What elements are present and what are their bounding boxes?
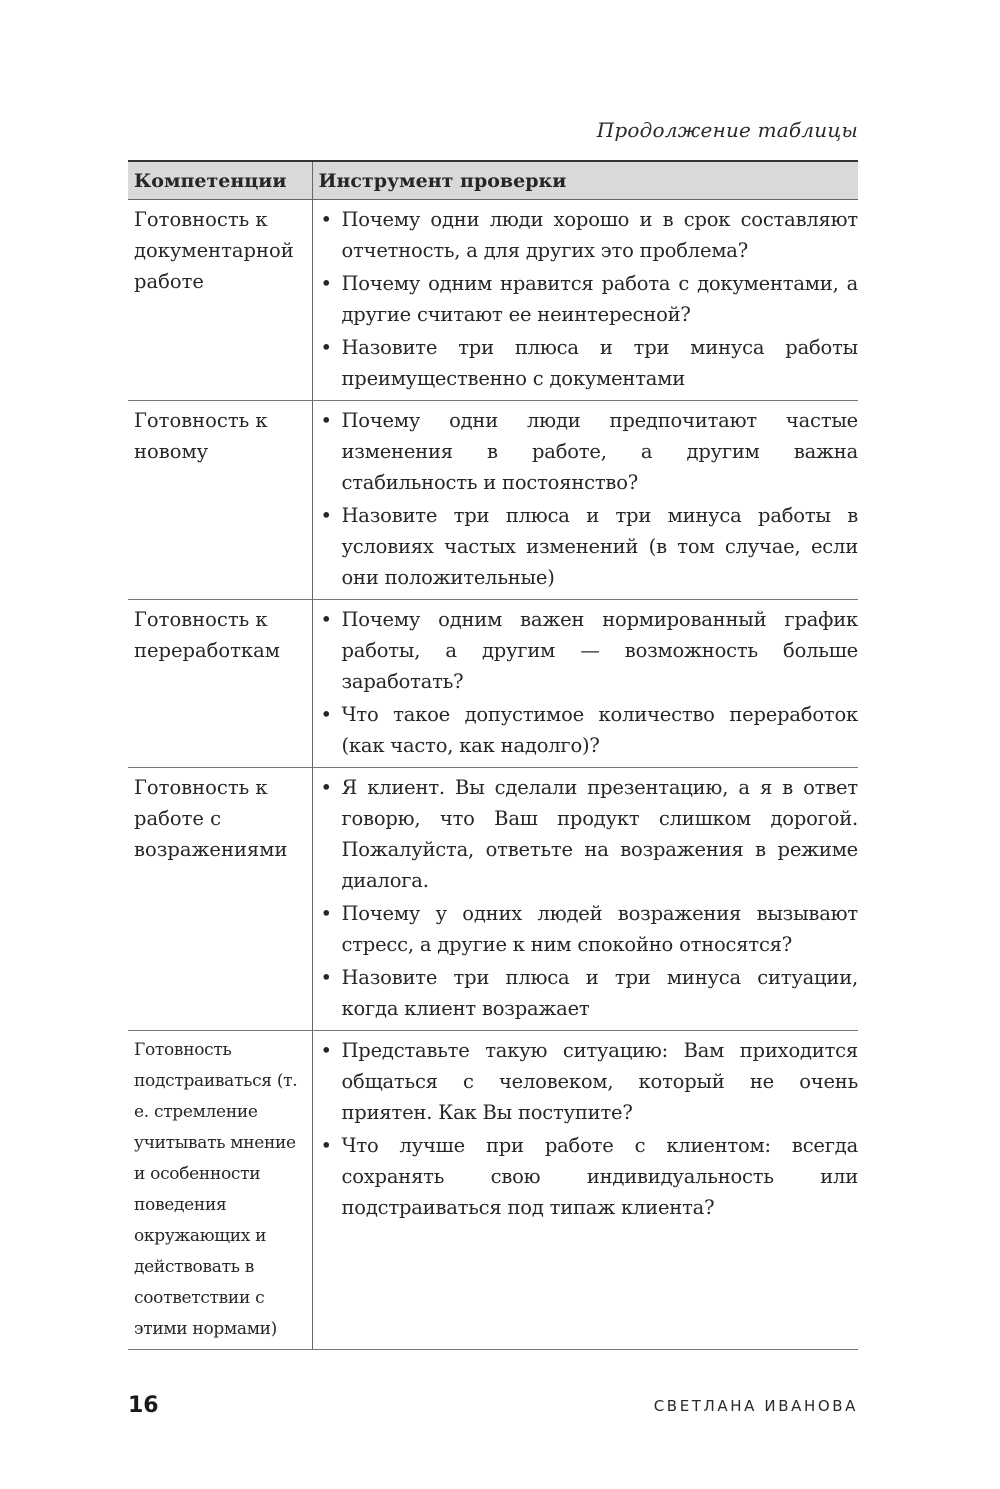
question-text: Почему одни люди предпочитают частые изменения в работе, а другим важна стабильность и постоянство? xyxy=(341,409,858,494)
question-text: Назовите три плюса и три минуса ситуации, когда клиент возражает xyxy=(341,966,858,1020)
questions-cell xyxy=(312,401,858,600)
question-list xyxy=(317,1035,859,1223)
bullet-icon: • xyxy=(320,504,332,527)
question-item xyxy=(317,405,859,498)
question-item xyxy=(317,1035,859,1128)
column-header-check-tool: Инструмент проверки xyxy=(312,161,858,200)
question-text: Что лучше при работе с клиентом: всегда сохранять свою индивидуальность или подстраиваться под типаж клиента? xyxy=(341,1134,858,1219)
table-row xyxy=(128,768,858,1031)
page-number: 16 xyxy=(128,1393,159,1418)
competence-table xyxy=(128,160,858,1350)
question-list xyxy=(317,604,859,761)
bullet-icon: • xyxy=(320,966,332,989)
question-text: Почему одним нравится работа с документами, а другие считают ее неинтересной? xyxy=(341,272,858,326)
question-item xyxy=(317,898,859,960)
question-text: Назовите три плюса и три минуса работы преимущественно с документами xyxy=(341,336,858,390)
question-text: Почему у одних людей возражения вызывают стресс, а другие к ним спокойно относятся? xyxy=(341,902,858,956)
competence-cell: Готовность к переработкам xyxy=(128,600,312,768)
bullet-icon: • xyxy=(320,272,332,295)
bullet-icon: • xyxy=(320,608,332,631)
questions-cell xyxy=(312,768,858,1031)
column-header-competences: Компетенции xyxy=(128,161,312,200)
question-text: Почему одни люди хорошо и в срок составляют отчетность, а для других это проблема? xyxy=(341,208,858,262)
question-text: Назовите три плюса и три минуса работы в условиях частых изменений (в том случае, если они положительные) xyxy=(341,504,858,589)
question-item xyxy=(317,699,859,761)
table-row xyxy=(128,1031,858,1350)
question-item xyxy=(317,604,859,697)
bullet-icon: • xyxy=(320,336,332,359)
question-item xyxy=(317,1130,859,1223)
questions-cell xyxy=(312,200,858,401)
question-item xyxy=(317,268,859,330)
table-row xyxy=(128,200,858,401)
question-list xyxy=(317,405,859,593)
question-list xyxy=(317,204,859,394)
competence-cell: Готовность подстраиваться (т. е. стремление учитывать мнение и особенности поведения окружающих и действовать в соответствии с этими нормами) xyxy=(128,1031,312,1350)
competence-cell: Готовность к документарной работе xyxy=(128,200,312,401)
bullet-icon: • xyxy=(320,902,332,925)
question-item xyxy=(317,500,859,593)
question-item xyxy=(317,772,859,896)
question-text: Что такое допустимое количество переработок (как часто, как надолго)? xyxy=(341,703,858,757)
questions-cell xyxy=(312,1031,858,1350)
table-row xyxy=(128,600,858,768)
question-item xyxy=(317,962,859,1024)
question-list xyxy=(317,772,859,1024)
table-continuation-label: Продолжение таблицы xyxy=(596,118,858,142)
table-header-row xyxy=(128,161,858,200)
question-item xyxy=(317,204,859,266)
bullet-icon: • xyxy=(320,776,332,799)
bullet-icon: • xyxy=(320,208,332,231)
question-text: Представьте такую ситуацию: Вам приходится общаться с человеком, который не очень приятен. Как Вы поступите? xyxy=(341,1039,858,1124)
question-text: Почему одним важен нормированный график работы, а другим — возможность больше заработать? xyxy=(341,608,858,693)
competence-cell: Готовность к работе с возражениями xyxy=(128,768,312,1031)
bullet-icon: • xyxy=(320,703,332,726)
questions-cell xyxy=(312,600,858,768)
author-name: СВЕТЛАНА ИВАНОВА xyxy=(653,1397,858,1415)
question-item xyxy=(317,332,859,394)
bullet-icon: • xyxy=(320,1039,332,1062)
table-row xyxy=(128,401,858,600)
bullet-icon: • xyxy=(320,409,332,432)
question-text: Я клиент. Вы сделали презентацию, а я в ответ говорю, что Ваш продукт слишком дорогой. Пожалуйста, ответьте на возражения в режиме диалога. xyxy=(341,776,858,892)
bullet-icon: • xyxy=(320,1134,332,1157)
competence-cell: Готовность к новому xyxy=(128,401,312,600)
